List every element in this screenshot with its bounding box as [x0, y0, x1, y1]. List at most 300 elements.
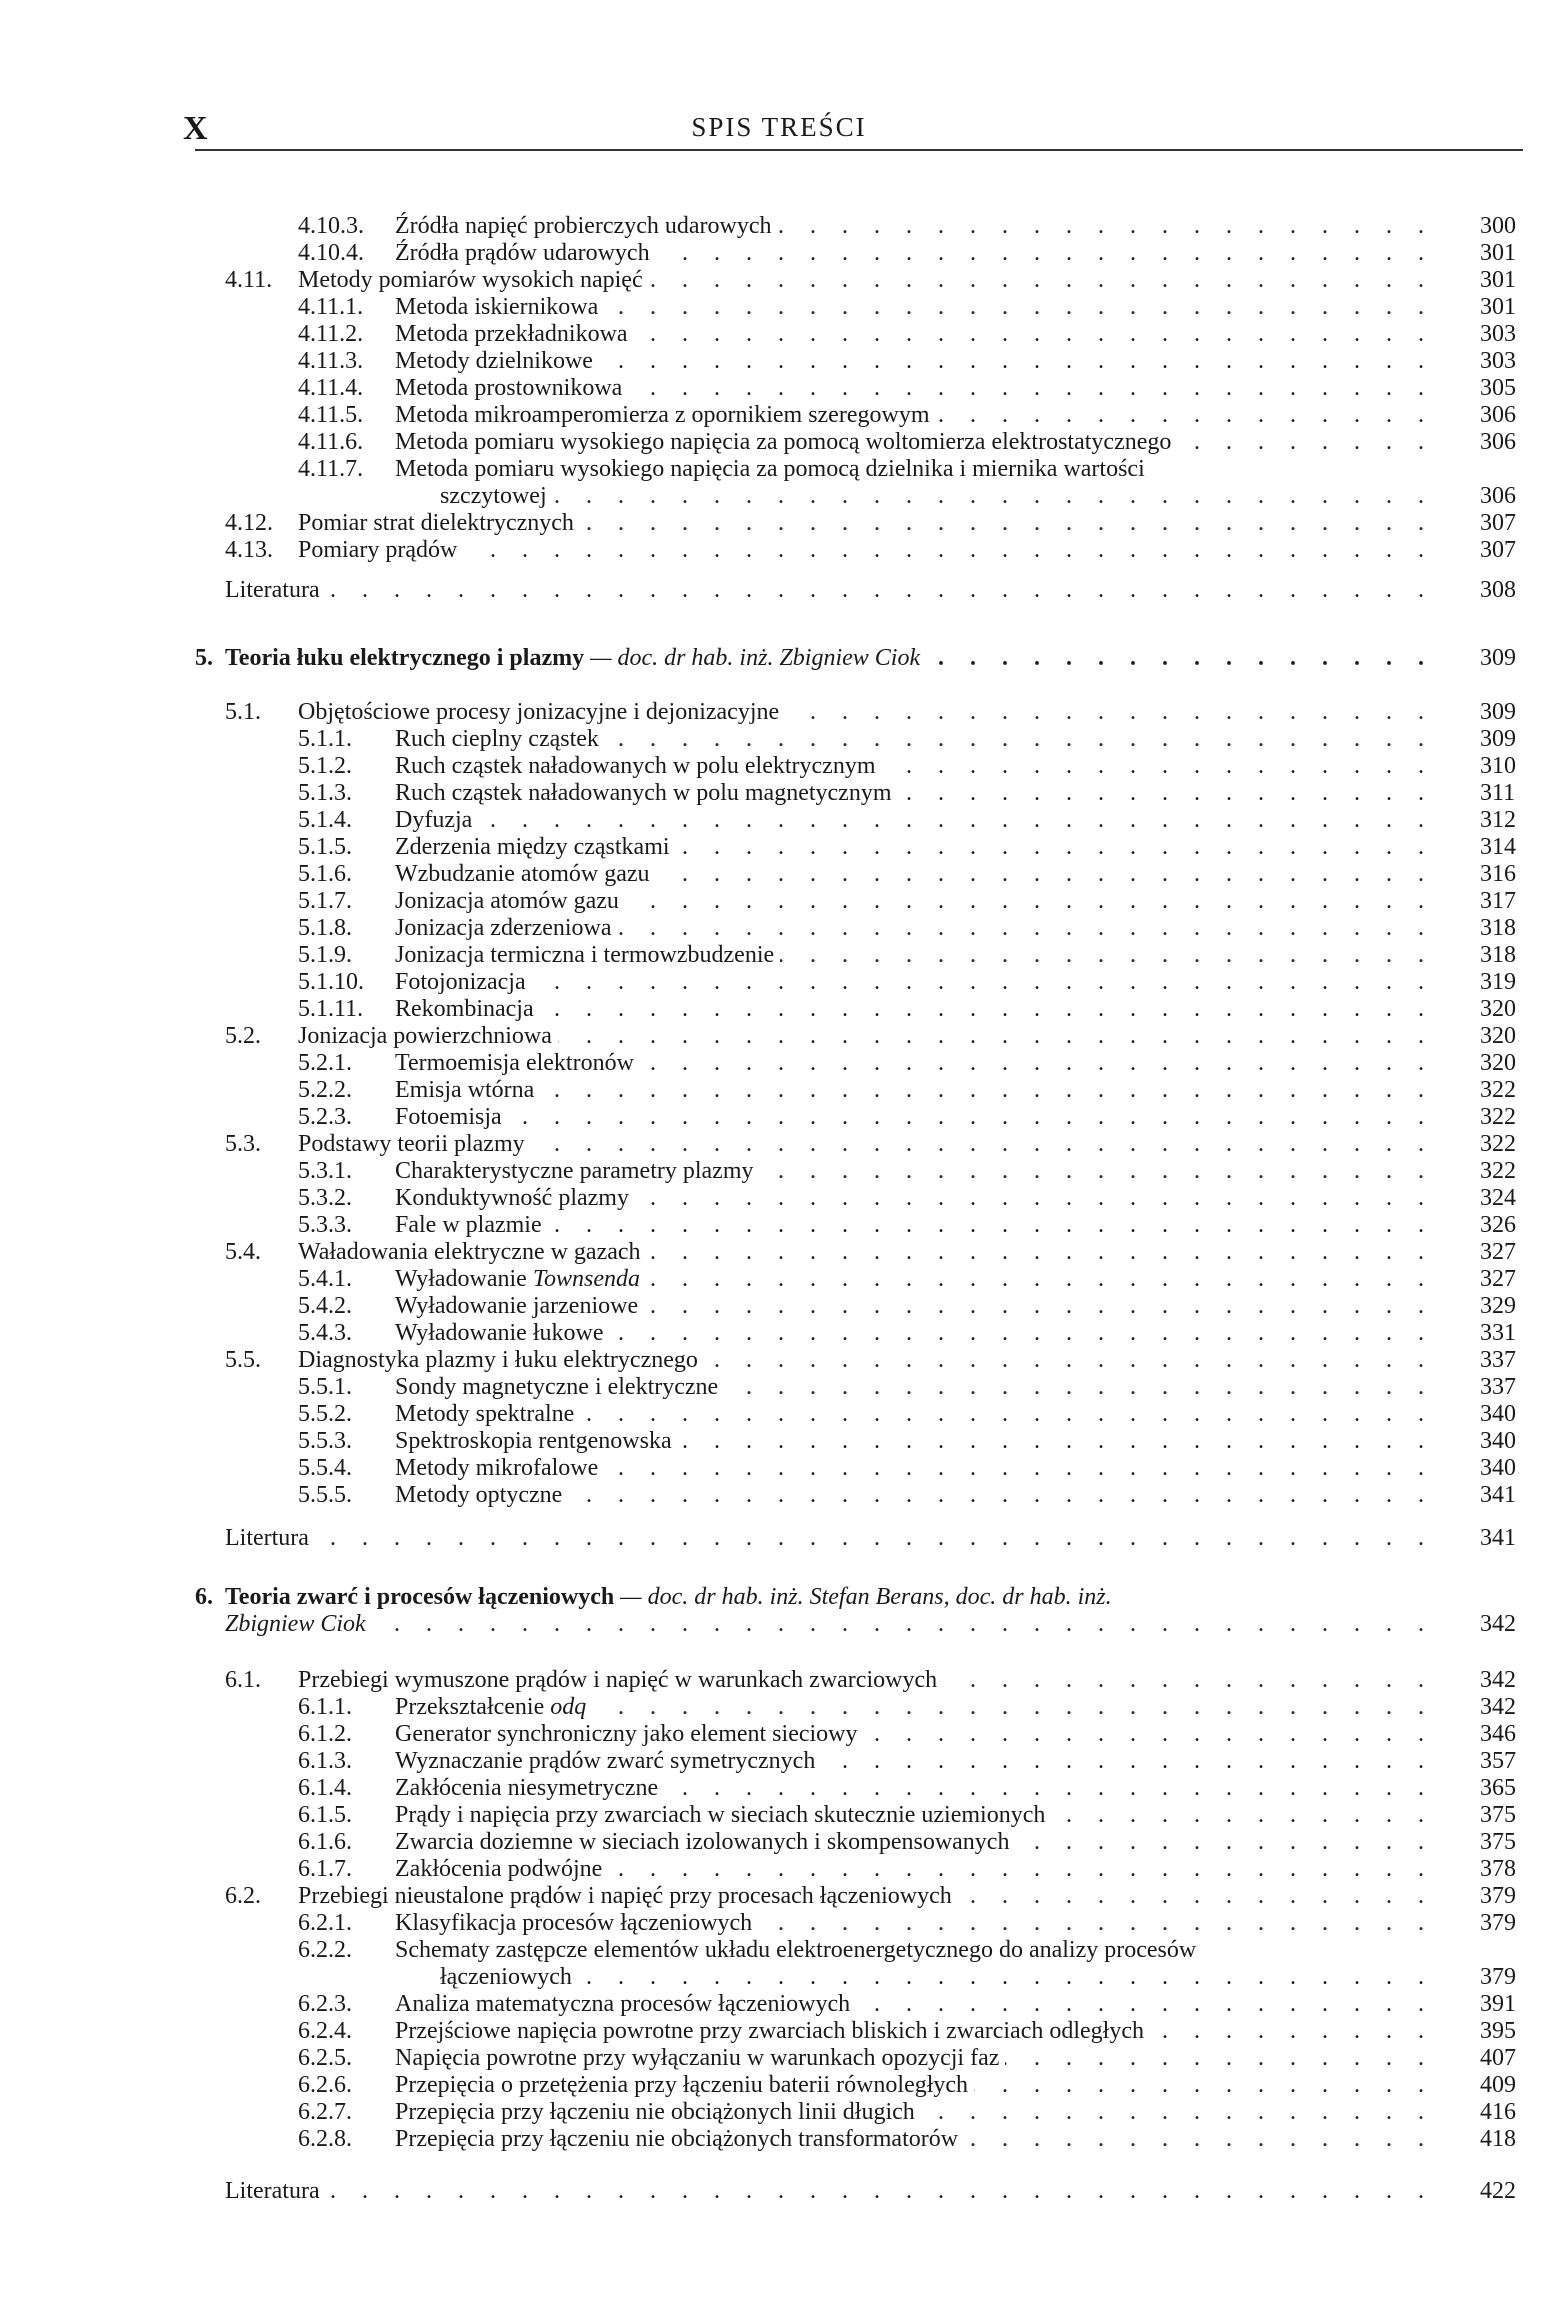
- toc-entry[interactable]: [298, 2018, 1516, 2045]
- toc-entry[interactable]: [225, 1883, 1516, 1910]
- entry-page: 318: [1480, 915, 1516, 941]
- literature-entry[interactable]: [225, 2178, 1516, 2205]
- entry-number: 5.5.3.: [298, 1428, 352, 1454]
- entry-title: Ruch cząstek naładowanych w polu elektrycznym: [395, 753, 876, 779]
- toc-entry[interactable]: [298, 1482, 1516, 1509]
- entry-page: 322: [1480, 1131, 1516, 1157]
- entry-title: Emisja wtórna: [395, 1077, 535, 1103]
- chapter-heading-5[interactable]: [195, 645, 1516, 672]
- entry-title: Schematy zastępcze elementów układu elektroenergetycznego do analizy procesów: [395, 1937, 1197, 1963]
- entry-title: Zakłócenia podwójne: [395, 1856, 603, 1882]
- dot-leader: [463, 537, 1434, 564]
- entry-page: 320: [1480, 996, 1516, 1022]
- dot-leader: [856, 1991, 1434, 2018]
- entry-title: Jonizacja termiczna i termowzbudzenie: [395, 942, 775, 968]
- entry-title: Przepięcia przy łączeniu nie obciążonych linii długich: [395, 2099, 915, 2125]
- entry-title: Zderzenia między cząstkami: [395, 834, 670, 860]
- entry-title: Jonizacja powierzchniowa: [298, 1023, 552, 1049]
- toc-entry[interactable]: [298, 375, 1516, 402]
- dot-leader: [604, 1455, 1434, 1482]
- entry-page: 303: [1480, 348, 1516, 374]
- toc-entry[interactable]: [298, 1775, 1516, 1802]
- entry-page: 375: [1480, 1829, 1516, 1855]
- dot-leader: [548, 1212, 1434, 1239]
- dot-leader: [592, 1694, 1434, 1721]
- toc-entry[interactable]: [225, 1667, 1516, 1694]
- entry-page: 391: [1480, 1991, 1516, 2017]
- toc-entry[interactable]: [225, 1347, 1516, 1374]
- toc-entry[interactable]: [298, 1721, 1516, 1748]
- chapter-dash: —: [584, 645, 618, 671]
- dot-leader: [553, 483, 1434, 510]
- entry-title-italic: Townsenda: [532, 1266, 640, 1292]
- dot-leader: [558, 1023, 1434, 1050]
- entry-page: 357: [1480, 1748, 1516, 1774]
- dot-leader: [640, 1050, 1434, 1077]
- dot-leader: [618, 915, 1434, 942]
- literature-page: 422: [1480, 2178, 1516, 2204]
- dot-leader: [605, 726, 1434, 753]
- entry-number: 4.11.1.: [298, 294, 364, 320]
- entry-page: 326: [1480, 1212, 1516, 1238]
- entry-page: 314: [1480, 834, 1516, 860]
- entry-number: 4.11.6.: [298, 429, 364, 455]
- entry-page: 346: [1480, 1721, 1516, 1747]
- toc-entry[interactable]: [298, 1050, 1516, 1077]
- toc-entry[interactable]: [298, 1856, 1516, 1883]
- dot-leader: [958, 1883, 1434, 1910]
- chapter-title-text: Teoria łuku elektrycznego i plazmy: [225, 645, 585, 671]
- literature-page: 308: [1480, 577, 1516, 603]
- toc-entry[interactable]: [298, 807, 1516, 834]
- entry-title: Metoda iskiernikowa: [395, 294, 599, 320]
- entry-title: Wyładowanie Townsenda: [395, 1266, 640, 1292]
- toc-entry[interactable]: [298, 1266, 1516, 1293]
- entry-number: 4.11.4.: [298, 375, 364, 401]
- toc-entry[interactable]: [298, 1694, 1516, 1721]
- entry-number: 4.10.4.: [298, 240, 364, 266]
- entry-title: Metoda pomiaru wysokiego napięcia za pomocą woltomierza elektrostatycznego: [395, 429, 1172, 455]
- dot-leader: [610, 1320, 1435, 1347]
- dot-leader: [1177, 429, 1434, 456]
- literature-entry[interactable]: [225, 1525, 1516, 1552]
- dot-leader: [1150, 2018, 1434, 2045]
- entry-number: 5.3.3.: [298, 1212, 352, 1238]
- toc-entry-continuation: [440, 1964, 1516, 1991]
- dot-leader: [760, 1158, 1435, 1185]
- literature-title: Litertura: [225, 1525, 309, 1551]
- entry-page: 318: [1480, 942, 1516, 968]
- toc-entry[interactable]: [298, 1212, 1516, 1239]
- toc-entry[interactable]: [298, 1104, 1516, 1131]
- entry-page: 307: [1480, 510, 1516, 536]
- toc-entry[interactable]: [298, 1991, 1516, 2018]
- entry-title: Napięcia powrotne przy wyłączaniu w warunkach opozycji faz: [395, 2045, 1000, 2071]
- entry-number: 5.2.1.: [298, 1050, 352, 1076]
- dot-leader: [864, 1721, 1435, 1748]
- entry-page: 307: [1480, 537, 1516, 563]
- entry-title: Fotoemisja: [395, 1104, 502, 1130]
- toc-entry[interactable]: [298, 213, 1516, 240]
- entry-title: Podstawy teorii plazmy: [298, 1131, 525, 1157]
- entry-number: 6.1.4.: [298, 1775, 352, 1801]
- entry-title: Waładowania elektryczne w gazach: [298, 1239, 641, 1265]
- entry-number: 5.1.4.: [298, 807, 352, 833]
- dot-leader: [926, 645, 1434, 672]
- toc-entry[interactable]: [298, 1428, 1516, 1455]
- entry-number: 6.2.6.: [298, 2072, 352, 2098]
- toc-entry[interactable]: [225, 267, 1516, 294]
- entry-number: 6.2.8.: [298, 2126, 352, 2152]
- dot-leader: [724, 1374, 1434, 1401]
- entry-number: 5.5.4.: [298, 1455, 352, 1481]
- entry-page: 324: [1480, 1185, 1516, 1211]
- chapter-dash: —: [614, 1584, 648, 1610]
- entry-number: 6.2.4.: [298, 2018, 352, 2044]
- entry-title: Ruch cząstek naładowanych w polu magnetycznym: [395, 780, 892, 806]
- toc-entry[interactable]: [298, 888, 1516, 915]
- entry-page: 342: [1480, 1667, 1516, 1693]
- entry-page: 322: [1480, 1104, 1516, 1130]
- dot-leader: [604, 294, 1434, 321]
- entry-title: Źródła napięć probierczych udarowych: [395, 213, 772, 239]
- entry-page: 306: [1480, 429, 1516, 455]
- entry-number: 5.2.2.: [298, 1077, 352, 1103]
- dot-leader: [656, 861, 1434, 888]
- chapter-page: 342: [1480, 1611, 1516, 1637]
- toc-entry[interactable]: [298, 1077, 1516, 1104]
- entry-title: Metoda prostownikowa: [395, 375, 623, 401]
- entry-number: 4.12.: [225, 510, 273, 536]
- dot-leader: [540, 1077, 1434, 1104]
- dot-leader: [898, 780, 1435, 807]
- page-number: X: [183, 110, 209, 147]
- entry-number: 4.11.5.: [298, 402, 364, 428]
- dot-leader: [326, 577, 1434, 604]
- entry-page: 309: [1480, 699, 1516, 725]
- literature-entry[interactable]: [225, 577, 1516, 604]
- entry-title: Przekształcenie odq: [395, 1694, 587, 1720]
- dot-leader: [943, 1667, 1434, 1694]
- entry-title: Przebiegi nieustalone prądów i napięć przy procesach łączeniowych: [298, 1883, 952, 1909]
- chapter-heading-6-cont: [225, 1611, 1516, 1638]
- toc-entry[interactable]: [298, 321, 1516, 348]
- toc-entry[interactable]: [298, 1401, 1516, 1428]
- entry-title: Termoemisja elektronów: [395, 1050, 634, 1076]
- entry-title: Fale w plazmie: [395, 1212, 542, 1238]
- entry-title: Wyładowanie jarzeniowe: [395, 1293, 639, 1319]
- entry-title: Przebiegi wymuszone prądów i napięć w warunkach zwarciowych: [298, 1667, 938, 1693]
- toc-entry[interactable]: [298, 780, 1516, 807]
- entry-number: 5.1.5.: [298, 834, 352, 860]
- dot-leader: [758, 1910, 1434, 1937]
- entry-page: 329: [1480, 1293, 1516, 1319]
- toc-entry[interactable]: [298, 240, 1516, 267]
- toc-entry[interactable]: [298, 969, 1516, 996]
- entry-page: 317: [1480, 888, 1516, 914]
- entry-number: 5.5.2.: [298, 1401, 352, 1427]
- toc-entry[interactable]: [298, 1320, 1516, 1347]
- toc-entry[interactable]: [298, 996, 1516, 1023]
- entry-number: 6.1.5.: [298, 1802, 352, 1828]
- entry-number: 5.2.: [225, 1023, 261, 1049]
- entry-page: 301: [1480, 240, 1516, 266]
- toc-entry[interactable]: [225, 537, 1516, 564]
- entry-page: 379: [1480, 1910, 1516, 1936]
- toc-entry[interactable]: [298, 1937, 1440, 1964]
- entry-number: 5.1.7.: [298, 888, 352, 914]
- entry-page: 378: [1480, 1856, 1516, 1882]
- entry-page: 375: [1480, 1802, 1516, 1828]
- entry-number: 6.2.3.: [298, 1991, 352, 2017]
- entry-page: 337: [1480, 1374, 1516, 1400]
- entry-page: 300: [1480, 213, 1516, 239]
- entry-page: 312: [1480, 807, 1516, 833]
- entry-page: 319: [1480, 969, 1516, 995]
- entry-page: 306: [1480, 483, 1516, 509]
- dot-leader: [580, 1401, 1434, 1428]
- dot-leader: [508, 1104, 1434, 1131]
- toc-entry[interactable]: [298, 1185, 1516, 1212]
- toc-entry[interactable]: [298, 294, 1516, 321]
- entry-title: Zakłócenia niesymetryczne: [395, 1775, 659, 1801]
- entry-title: Rekombinacja: [395, 996, 534, 1022]
- entry-number: 5.4.1.: [298, 1266, 352, 1292]
- entry-page: 322: [1480, 1158, 1516, 1184]
- entry-number: 6.1.1.: [298, 1694, 352, 1720]
- dot-leader: [644, 1293, 1434, 1320]
- entry-page: 340: [1480, 1428, 1516, 1454]
- chapter-title-text: Teoria zwarć i procesów łączeniowych: [225, 1584, 615, 1610]
- entry-number: 6.1.: [225, 1667, 261, 1693]
- entry-title: Sondy magnetyczne i elektryczne: [395, 1374, 719, 1400]
- entry-number: 5.1.10.: [298, 969, 364, 995]
- entry-page: 322: [1480, 1077, 1516, 1103]
- toc-entry[interactable]: [298, 456, 1440, 483]
- entry-title: Prądy i napięcia przy zwarciach w sieciach skutecznie uziemionych: [395, 1802, 1046, 1828]
- toc-entry[interactable]: [225, 1131, 1516, 1158]
- entry-number: 5.4.: [225, 1239, 261, 1265]
- entry-title: Spektroskopia rentgenowska: [395, 1428, 672, 1454]
- entry-number: 4.10.3.: [298, 213, 364, 239]
- entry-page: 337: [1480, 1347, 1516, 1373]
- dot-leader: [628, 375, 1434, 402]
- entry-page: 331: [1480, 1320, 1516, 1346]
- dot-leader: [634, 321, 1434, 348]
- entry-page: 301: [1480, 267, 1516, 293]
- dot-leader: [678, 1428, 1434, 1455]
- entry-page: 327: [1480, 1239, 1516, 1265]
- entry-title: Fotojonizacja: [395, 969, 526, 995]
- entry-number: 6.2.5.: [298, 2045, 352, 2071]
- toc-entry[interactable]: [298, 2126, 1516, 2153]
- toc-entry[interactable]: [298, 1802, 1516, 1829]
- toc-entry[interactable]: [298, 1374, 1516, 1401]
- dot-leader: [578, 1964, 1434, 1991]
- entry-page: 418: [1480, 2126, 1516, 2152]
- dot-leader: [785, 699, 1434, 726]
- entry-number: 4.11.7.: [298, 456, 364, 482]
- entry-number: 4.13.: [225, 537, 273, 563]
- literature-page: 341: [1480, 1525, 1516, 1551]
- dot-leader: [326, 2178, 1434, 2205]
- dot-leader: [646, 1266, 1434, 1293]
- entry-page: 409: [1480, 2072, 1516, 2098]
- entry-title: Metoda przekładnikowa: [395, 321, 628, 347]
- entry-number: 5.5.: [225, 1347, 261, 1373]
- entry-title: Przepięcia przy łączeniu nie obciążonych transformatorów: [395, 2126, 959, 2152]
- dot-leader: [821, 1748, 1434, 1775]
- toc-entry[interactable]: [298, 1748, 1516, 1775]
- entry-page: 379: [1480, 1883, 1516, 1909]
- entry-title: Metody optyczne: [395, 1482, 563, 1508]
- toc-entry[interactable]: [298, 915, 1516, 942]
- chapter-title: [225, 645, 920, 672]
- entry-title: Metoda pomiaru wysokiego napięcia za pomocą dzielnika i miernika wartości: [395, 456, 1145, 482]
- entry-page: 340: [1480, 1455, 1516, 1481]
- entry-title: Metody pomiarów wysokich napięć: [298, 267, 643, 293]
- entry-number: 6.1.3.: [298, 1748, 352, 1774]
- entry-number: 6.1.7.: [298, 1856, 352, 1882]
- toc-entry[interactable]: [298, 1829, 1516, 1856]
- entry-title: Źródła prądów udarowych: [395, 240, 650, 266]
- entry-title: Przejściowe napięcia powrotne przy zwarciach bliskich i zwarciach odległych: [395, 2018, 1145, 2044]
- entry-page: 305: [1480, 375, 1516, 401]
- entry-number: 5.3.2.: [298, 1185, 352, 1211]
- dot-leader: [778, 213, 1435, 240]
- entry-page: 306: [1480, 402, 1516, 428]
- dot-leader: [1051, 1802, 1434, 1829]
- dot-leader: [635, 1185, 1434, 1212]
- entry-title: Metody mikrofalowe: [395, 1455, 599, 1481]
- entry-title: Pomiar strat dielektrycznych: [298, 510, 574, 536]
- entry-page: 342: [1480, 1694, 1516, 1720]
- entry-page: 310: [1480, 753, 1516, 779]
- chapter-author: doc. dr hab. inż. Zbigniew Ciok: [617, 645, 921, 671]
- toc-entry[interactable]: [298, 1158, 1516, 1185]
- entry-page: 309: [1480, 726, 1516, 752]
- entry-title: Generator synchroniczny jako element sieciowy: [395, 1721, 858, 1747]
- entry-title: Zwarcia doziemne w sieciach izolowanych i skompensowanych: [395, 1829, 1010, 1855]
- entry-page: 320: [1480, 1050, 1516, 1076]
- dot-leader: [656, 240, 1434, 267]
- toc-entry[interactable]: [298, 942, 1516, 969]
- header-rule: [195, 149, 1523, 151]
- dot-leader: [780, 942, 1434, 969]
- toc-entry[interactable]: [298, 861, 1516, 888]
- entry-title: Charakterystyczne parametry plazmy: [395, 1158, 754, 1184]
- dot-leader: [882, 753, 1435, 780]
- entry-title: Przepięcia o przetężenia przy łączeniu baterii równoległych: [395, 2072, 969, 2098]
- dot-leader: [478, 807, 1434, 834]
- dot-leader: [935, 402, 1434, 429]
- chapter-title: [225, 1584, 1112, 1611]
- toc-entry[interactable]: [225, 1023, 1516, 1050]
- entry-number: 5.4.2.: [298, 1293, 352, 1319]
- toc-entry[interactable]: [298, 2045, 1516, 2072]
- dot-leader: [647, 1239, 1434, 1266]
- dot-leader: [704, 1347, 1434, 1374]
- entry-number: 6.2.1.: [298, 1910, 352, 1936]
- entry-title: Dyfuzja: [395, 807, 473, 833]
- dot-leader: [974, 2072, 1434, 2099]
- entry-number: 5.1.9.: [298, 942, 352, 968]
- entry-number: 5.3.: [225, 1131, 261, 1157]
- dot-leader: [315, 1525, 1434, 1552]
- toc-entry[interactable]: [298, 726, 1516, 753]
- literature-title: Literatura: [225, 577, 320, 603]
- entry-number: 4.11.2.: [298, 321, 364, 347]
- entry-title: Wyznaczanie prądów zwarć symetrycznych: [395, 1748, 816, 1774]
- entry-title: Wyładowanie łukowe: [395, 1320, 604, 1346]
- chapter-heading-6[interactable]: [195, 1584, 1535, 1611]
- running-title: SPIS TREŚCI: [691, 112, 867, 142]
- dot-leader: [1015, 1829, 1434, 1856]
- entry-title: Ruch cieplny cząstek: [395, 726, 599, 752]
- entry-number: 6.2.2.: [298, 1937, 352, 1963]
- entry-number: 5.1.8.: [298, 915, 352, 941]
- entry-number: 4.11.: [225, 267, 273, 293]
- dot-leader: [964, 2126, 1434, 2153]
- entry-number: 4.11.3.: [298, 348, 364, 374]
- entry-title: Metoda mikroamperomierza z opornikiem szeregowym: [395, 402, 930, 428]
- toc-entry[interactable]: [298, 753, 1516, 780]
- dot-leader: [531, 1131, 1434, 1158]
- entry-page: 301: [1480, 294, 1516, 320]
- entry-number: 6.1.6.: [298, 1829, 352, 1855]
- entry-number: 5.1.6.: [298, 861, 352, 887]
- dot-leader: [664, 1775, 1434, 1802]
- dot-leader: [580, 510, 1434, 537]
- dot-leader: [540, 996, 1434, 1023]
- entry-number: 5.1.1.: [298, 726, 352, 752]
- toc-entry[interactable]: [298, 2072, 1516, 2099]
- dot-leader: [372, 1611, 1434, 1638]
- entry-number: 6.2.7.: [298, 2099, 352, 2125]
- toc-entry[interactable]: [298, 429, 1516, 456]
- dot-leader: [599, 348, 1434, 375]
- entry-number: 5.5.1.: [298, 1374, 352, 1400]
- toc-entry[interactable]: [225, 510, 1516, 537]
- entry-page: 316: [1480, 861, 1516, 887]
- toc-entry[interactable]: [298, 1455, 1516, 1482]
- dot-leader: [649, 267, 1434, 294]
- entry-title: Klasyfikacja procesów łączeniowych: [395, 1910, 753, 1936]
- entry-number: 5.1.2.: [298, 753, 352, 779]
- toc-entry[interactable]: [225, 699, 1516, 726]
- dot-leader: [568, 1482, 1434, 1509]
- toc-entry[interactable]: [225, 1239, 1516, 1266]
- entry-page: 341: [1480, 1482, 1516, 1508]
- entry-page: 327: [1480, 1266, 1516, 1292]
- chapter-number: 6.: [195, 1584, 213, 1610]
- toc-entry[interactable]: [298, 402, 1516, 429]
- dot-leader: [608, 1856, 1434, 1883]
- entry-title: Metody dzielnikowe: [395, 348, 593, 374]
- toc-entry[interactable]: [298, 834, 1516, 861]
- entry-title-cont: szczytowej: [440, 483, 547, 509]
- toc-entry[interactable]: [298, 1293, 1516, 1320]
- entry-page: 340: [1480, 1401, 1516, 1427]
- entry-page: 303: [1480, 321, 1516, 347]
- toc-entry[interactable]: [298, 1910, 1516, 1937]
- dot-leader: [676, 834, 1434, 861]
- toc-entry[interactable]: [298, 348, 1516, 375]
- toc-entry[interactable]: [298, 2099, 1516, 2126]
- entry-page: 365: [1480, 1775, 1516, 1801]
- dot-leader: [532, 969, 1434, 996]
- entry-title-cont: łączeniowych: [440, 1964, 572, 1990]
